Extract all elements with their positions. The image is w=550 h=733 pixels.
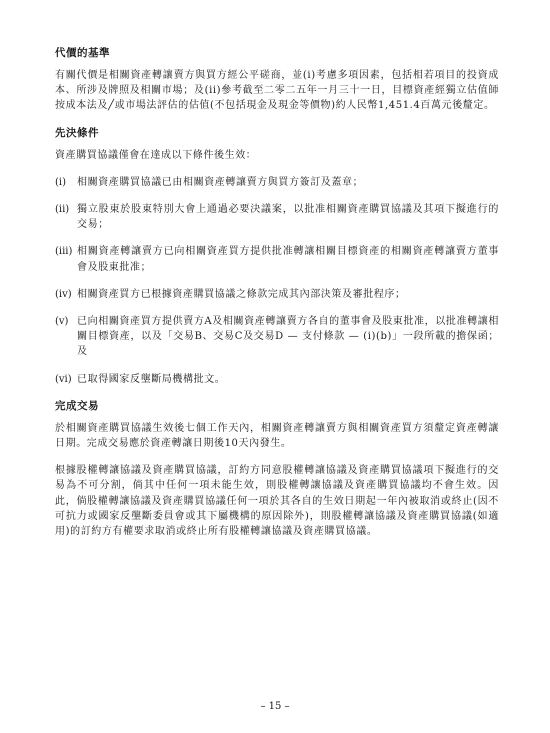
condition-item bbox=[55, 314, 499, 360]
condition-number: (i) bbox=[55, 176, 67, 188]
section-heading-conditions: 先決條件 bbox=[55, 126, 99, 139]
completion-paragraph-2: 根據股權轉讓協議及資產購買協議，訂約方同意股權轉讓協議及資產購買協議項下擬進行的交易為不可分割，倘其中任何一項未能生效，則股權轉讓協議及資產購買協議均不會生效。因此，倘股權轉讓協議及資產購買協議任何一項於其各自的生效日期起一年內被取消或終止(因不可抗力或國家反壟斷委員會或其下屬機構的原因除外)，則股權轉讓協議及資產購買協議(如適用)的訂約方有權要求取消或終止所有股權轉讓協議及資產購買協議。 bbox=[55, 465, 499, 538]
condition-text: 獨立股東於股東特別大會上通過必要決議案，以批准相關資產購買協議及其項下擬進行的交易； bbox=[77, 204, 499, 231]
condition-text: 相關資產購買協議已由相關資產轉讓賣方與買方簽訂及蓋章； bbox=[77, 176, 364, 188]
condition-number: (ii) bbox=[55, 204, 70, 216]
basis-paragraph: 有關代價是相關資產轉讓賣方與買方經公平磋商，並(i)考慮多項因素，包括相若項目的投資成本、所涉及牌照及相關市場；及(ii)參考截至二零二五年一月三十一日，目標資產經獨立估值師按成本法及╱或市場法評估的估值(不包括現金及現金等價物)約人民幣1,451.4百萬元後釐定。 bbox=[55, 70, 499, 112]
condition-number: (iv) bbox=[55, 288, 72, 300]
condition-item bbox=[55, 202, 499, 232]
conditions-intro: 資產購買協議僅會在達成以下條件後生效： bbox=[55, 149, 257, 161]
condition-item bbox=[55, 244, 499, 274]
page-number: – 15 – bbox=[260, 701, 290, 712]
condition-text: 已取得國家反壟斷局機構批文。 bbox=[77, 373, 226, 385]
condition-text: 已向相關資產買方提供賣方A及相關資產轉讓賣方各自的董事會及股東批准，以批准轉讓相關目標資產，以及「交易B、交易C及交易D — 支付條款 — (i)(b)」一段所載的擔保函；及 bbox=[77, 316, 499, 358]
condition-item bbox=[55, 372, 499, 387]
condition-text: 相關資產買方已根據資產購買協議之條款完成其內部決策及審批程序； bbox=[77, 288, 406, 300]
section-heading-completion: 完成交易 bbox=[55, 399, 99, 412]
completion-paragraph-1: 於相關資產購買協議生效後七個工作天內，相關資產轉讓賣方與相關資產買方須釐定資產轉讓日期。完成交易應於資產轉讓日期後10天內發生。 bbox=[55, 422, 499, 450]
condition-item bbox=[55, 287, 499, 302]
section-heading-basis: 代價的基準 bbox=[55, 47, 110, 59]
condition-text: 相關資產轉讓賣方已向相關資產買方提供批准轉讓相關目標資產的相關資產轉讓賣方董事會及股東批准； bbox=[77, 246, 499, 273]
condition-number: (iii) bbox=[55, 246, 73, 258]
condition-item bbox=[55, 175, 499, 190]
condition-number: (vi) bbox=[55, 373, 72, 385]
condition-number: (v) bbox=[55, 316, 69, 328]
page-content bbox=[55, 46, 499, 551]
